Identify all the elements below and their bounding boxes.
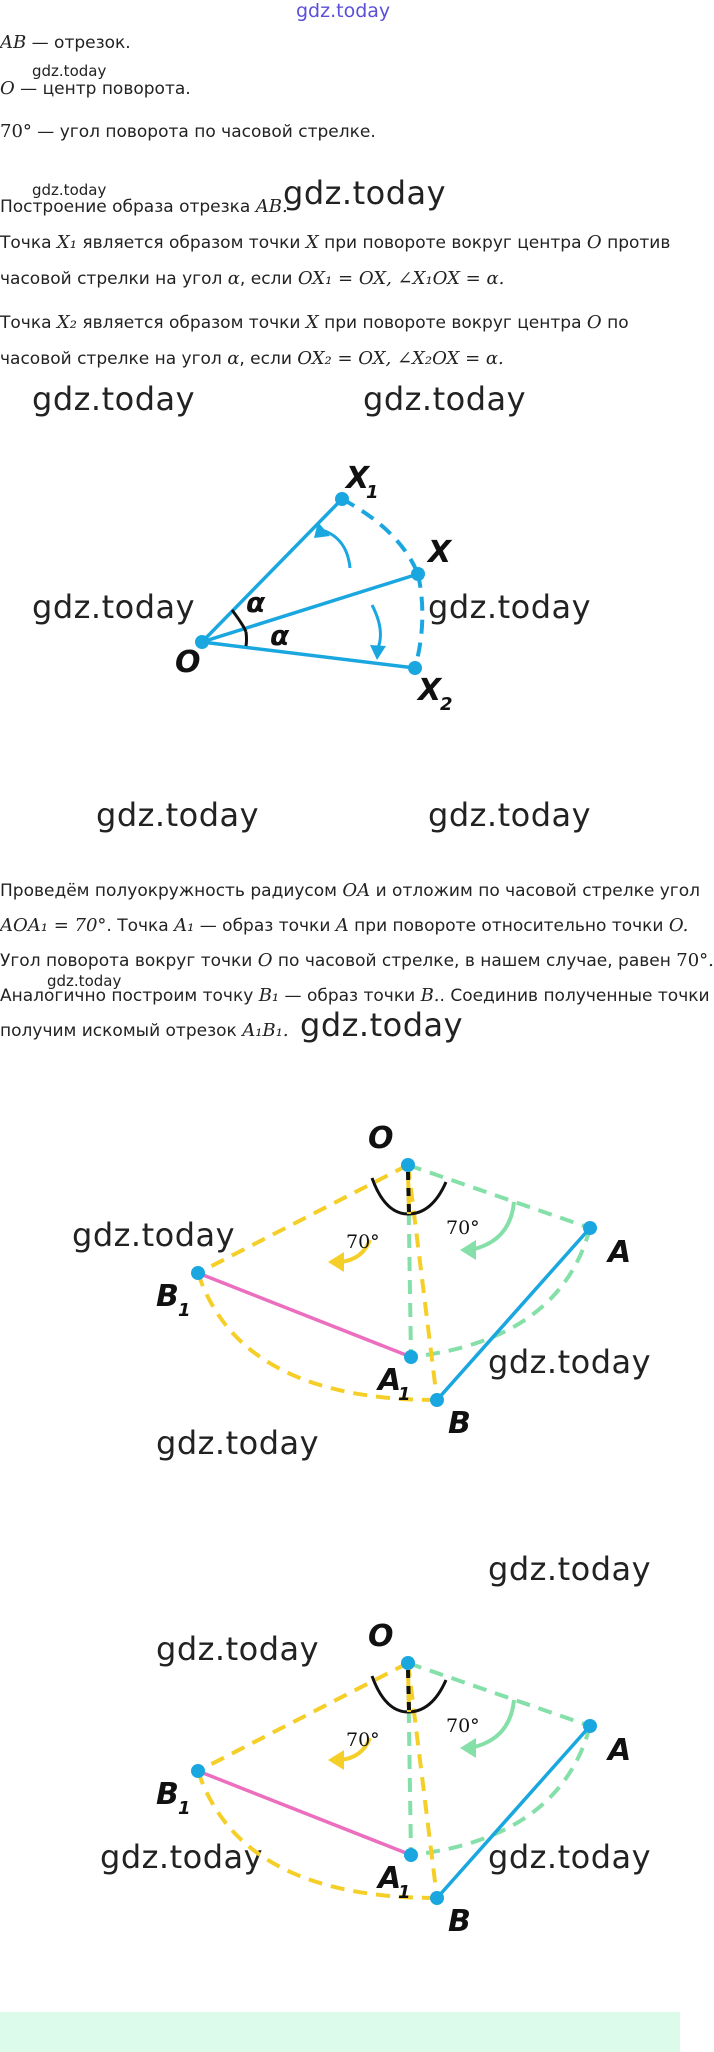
fig2b-label-a1: A — [378, 1861, 402, 1896]
p2-b: является образом точки — [76, 313, 306, 333]
p1-eq: OX₁ = OX, ∠X₁OX = α. — [297, 268, 505, 289]
fig1-label-x2: X — [418, 673, 442, 708]
fig2a-green-arc — [411, 1228, 590, 1357]
para2-line1 — [0, 312, 629, 333]
p3-j: . Соединив полученные точки — [439, 986, 710, 1006]
fig2a-segment-a1b1 — [198, 1273, 411, 1357]
fig2a-label-a: A — [608, 1235, 632, 1270]
p1-b: является образом точки — [76, 233, 306, 253]
p3-a: Проведём полуокружность радиусом — [0, 881, 343, 901]
watermark-big-11: gdz.today — [156, 1424, 320, 1462]
p3-aoa1: AOA₁ = 70° — [0, 915, 107, 936]
watermark-top: gdz.today — [296, 0, 391, 22]
fig1-label-x1: X — [346, 461, 370, 496]
p3-c: . Точка — [106, 916, 175, 936]
p2-a: Точка — [0, 313, 57, 333]
para3-line1 — [0, 880, 700, 901]
p3-e: при повороте относительно точки — [348, 916, 669, 936]
fig2b-label-o: O — [368, 1619, 394, 1654]
p3-70: 70°. — [676, 950, 714, 971]
watermark-big-2: gdz.today — [32, 380, 196, 418]
p3-h: Аналогично построим точку — [0, 986, 259, 1006]
watermark-big-8: gdz.today — [300, 1006, 464, 1044]
fig2a-ob-dashed — [408, 1165, 437, 1400]
fig2b-label-b1-sub: 1 — [178, 1798, 191, 1819]
p3-b: и отложим по часовой стрелке угол — [370, 881, 700, 901]
fig1-label-alpha-2: α — [270, 619, 290, 652]
footer-band — [0, 2012, 680, 2052]
fig2a-label-o: O — [368, 1121, 394, 1156]
p1-alpha: α — [227, 268, 240, 289]
fig2b-segment-a1b1 — [198, 1771, 411, 1855]
p3-bdot: B. — [420, 985, 440, 1006]
para1-line1 — [0, 232, 670, 253]
fig2a-label-a1: A — [378, 1363, 402, 1398]
p2-alpha: α — [227, 348, 240, 369]
figure-rotation-ab-2 — [0, 1608, 680, 1938]
fig1-label-o: O — [175, 645, 201, 680]
para1-line2 — [0, 268, 504, 289]
given-center — [0, 78, 191, 99]
figure-rotation-ab-1 — [0, 1110, 680, 1440]
fig1-label-alpha-1: α — [246, 586, 266, 619]
p3-d: — образ точки — [194, 916, 336, 936]
p3-f: Угол поворота вокруг точки — [0, 951, 258, 971]
fig2a-oa-dashed — [408, 1165, 590, 1228]
fig2a-label-angle-right: 70° — [446, 1217, 480, 1239]
para2-line2 — [0, 348, 504, 369]
p1-x: X — [305, 232, 319, 253]
watermark-big-14: gdz.today — [100, 1838, 264, 1876]
watermark-big-4: gdz.today — [32, 588, 196, 626]
para3-line3 — [0, 950, 714, 971]
p3-b1: B₁ — [258, 985, 280, 1006]
fig1-arrowheads — [314, 522, 386, 660]
figure-rotation-x — [0, 450, 680, 810]
fig1-segments — [202, 499, 418, 668]
watermark-small-1: gdz.today — [32, 62, 107, 80]
p1-c: при повороте вокруг центра — [318, 233, 587, 253]
p2-e: часовой стрелке на угол — [0, 349, 228, 369]
fig2b-ob1-dashed — [198, 1663, 408, 1771]
p1-f: , если — [239, 269, 298, 289]
p1-e: часовой стрелки на угол — [0, 269, 228, 289]
fig2a-label-a1-sub: 1 — [398, 1384, 411, 1405]
given-angle — [0, 121, 376, 142]
watermark-big-7: gdz.today — [428, 796, 592, 834]
fig2b-oa-dashed — [408, 1663, 590, 1726]
fig1-label-x: X — [428, 535, 452, 570]
fig2b-label-a1-sub: 1 — [398, 1882, 411, 1903]
math-ab: AB — [0, 32, 27, 53]
p2-f: , если — [239, 349, 298, 369]
math-o: O — [0, 78, 15, 99]
para3-line2 — [0, 915, 688, 936]
p2-o: O — [586, 312, 602, 333]
fig2b-segment-ab — [437, 1726, 590, 1898]
p3-o: O — [257, 950, 273, 971]
fig2b-label-angle-left: 70° — [346, 1729, 380, 1751]
fig1-label-x2-sub: 2 — [440, 694, 453, 715]
p3-oa: OA — [342, 880, 371, 901]
watermark-big-3: gdz.today — [363, 380, 527, 418]
p2-eq: OX₂ = OX, ∠X₂OX = α. — [297, 348, 504, 369]
p3-k: получим искомый отрезок — [0, 1021, 243, 1041]
p3-A: A — [335, 915, 349, 936]
p3-a1: A₁ — [174, 915, 195, 936]
p2-x: X — [305, 312, 319, 333]
watermark-big-10: gdz.today — [488, 1343, 652, 1381]
para3-line4 — [0, 985, 710, 1006]
p3-i: — образ точки — [279, 986, 421, 1006]
p3-odot: O. — [668, 915, 689, 936]
fig2b-green-arc — [411, 1726, 590, 1855]
fig2b-label-b1: B — [156, 1777, 179, 1812]
fig2a-label-angle-left: 70° — [346, 1231, 380, 1253]
p3-a1b1: A₁B₁. — [242, 1020, 289, 1041]
para3-line5 — [0, 1020, 289, 1041]
math-70: 70° — [0, 121, 32, 142]
p3-g: по часовой стрелке, в нашем случае, равен — [272, 951, 677, 971]
p1-d: против — [601, 233, 671, 253]
fig2b-label-a: A — [608, 1733, 632, 1768]
p2-c: при повороте вокруг центра — [318, 313, 587, 333]
watermark-big-9: gdz.today — [72, 1216, 236, 1254]
given-center-text: — центр поворота. — [14, 79, 191, 99]
build-heading-text: Построение образа отрезка — [0, 197, 256, 217]
p1-a: Точка — [0, 233, 57, 253]
fig2a-label-b1: B — [156, 1279, 179, 1314]
given-segment-text: — отрезок. — [26, 33, 131, 53]
watermark-big-1: gdz.today — [283, 174, 447, 212]
given-angle-text: — угол поворота по часовой стрелке. — [31, 122, 376, 142]
watermark-big-5: gdz.today — [428, 588, 592, 626]
watermark-big-13: gdz.today — [156, 1630, 320, 1668]
fig2a-label-b1-sub: 1 — [178, 1300, 191, 1321]
given-segment — [0, 32, 131, 53]
p1-x1: X₁ — [56, 232, 77, 253]
p1-o: O — [586, 232, 602, 253]
watermark-big-12: gdz.today — [488, 1550, 652, 1588]
fig2b-label-angle-right: 70° — [446, 1715, 480, 1737]
watermark-small-2: gdz.today — [32, 181, 107, 199]
fig2a-segment-ab — [437, 1228, 590, 1400]
watermark-big-6: gdz.today — [96, 796, 260, 834]
math-ab-dot: AB. — [255, 196, 288, 217]
fig2a-ob1-dashed — [198, 1165, 408, 1273]
fig1-angle-arcs — [232, 610, 247, 646]
watermark-big-15: gdz.today — [488, 1838, 652, 1876]
fig2b-ob-dashed — [408, 1663, 437, 1898]
fig1-label-x1-sub: 1 — [366, 482, 379, 503]
watermark-small-3: gdz.today — [47, 972, 122, 990]
p2-x2: X₂ — [56, 312, 77, 333]
fig2a-label-b: B — [448, 1406, 471, 1441]
p2-d: по — [601, 313, 629, 333]
fig2b-label-b: B — [448, 1904, 471, 1939]
build-heading — [0, 196, 288, 217]
